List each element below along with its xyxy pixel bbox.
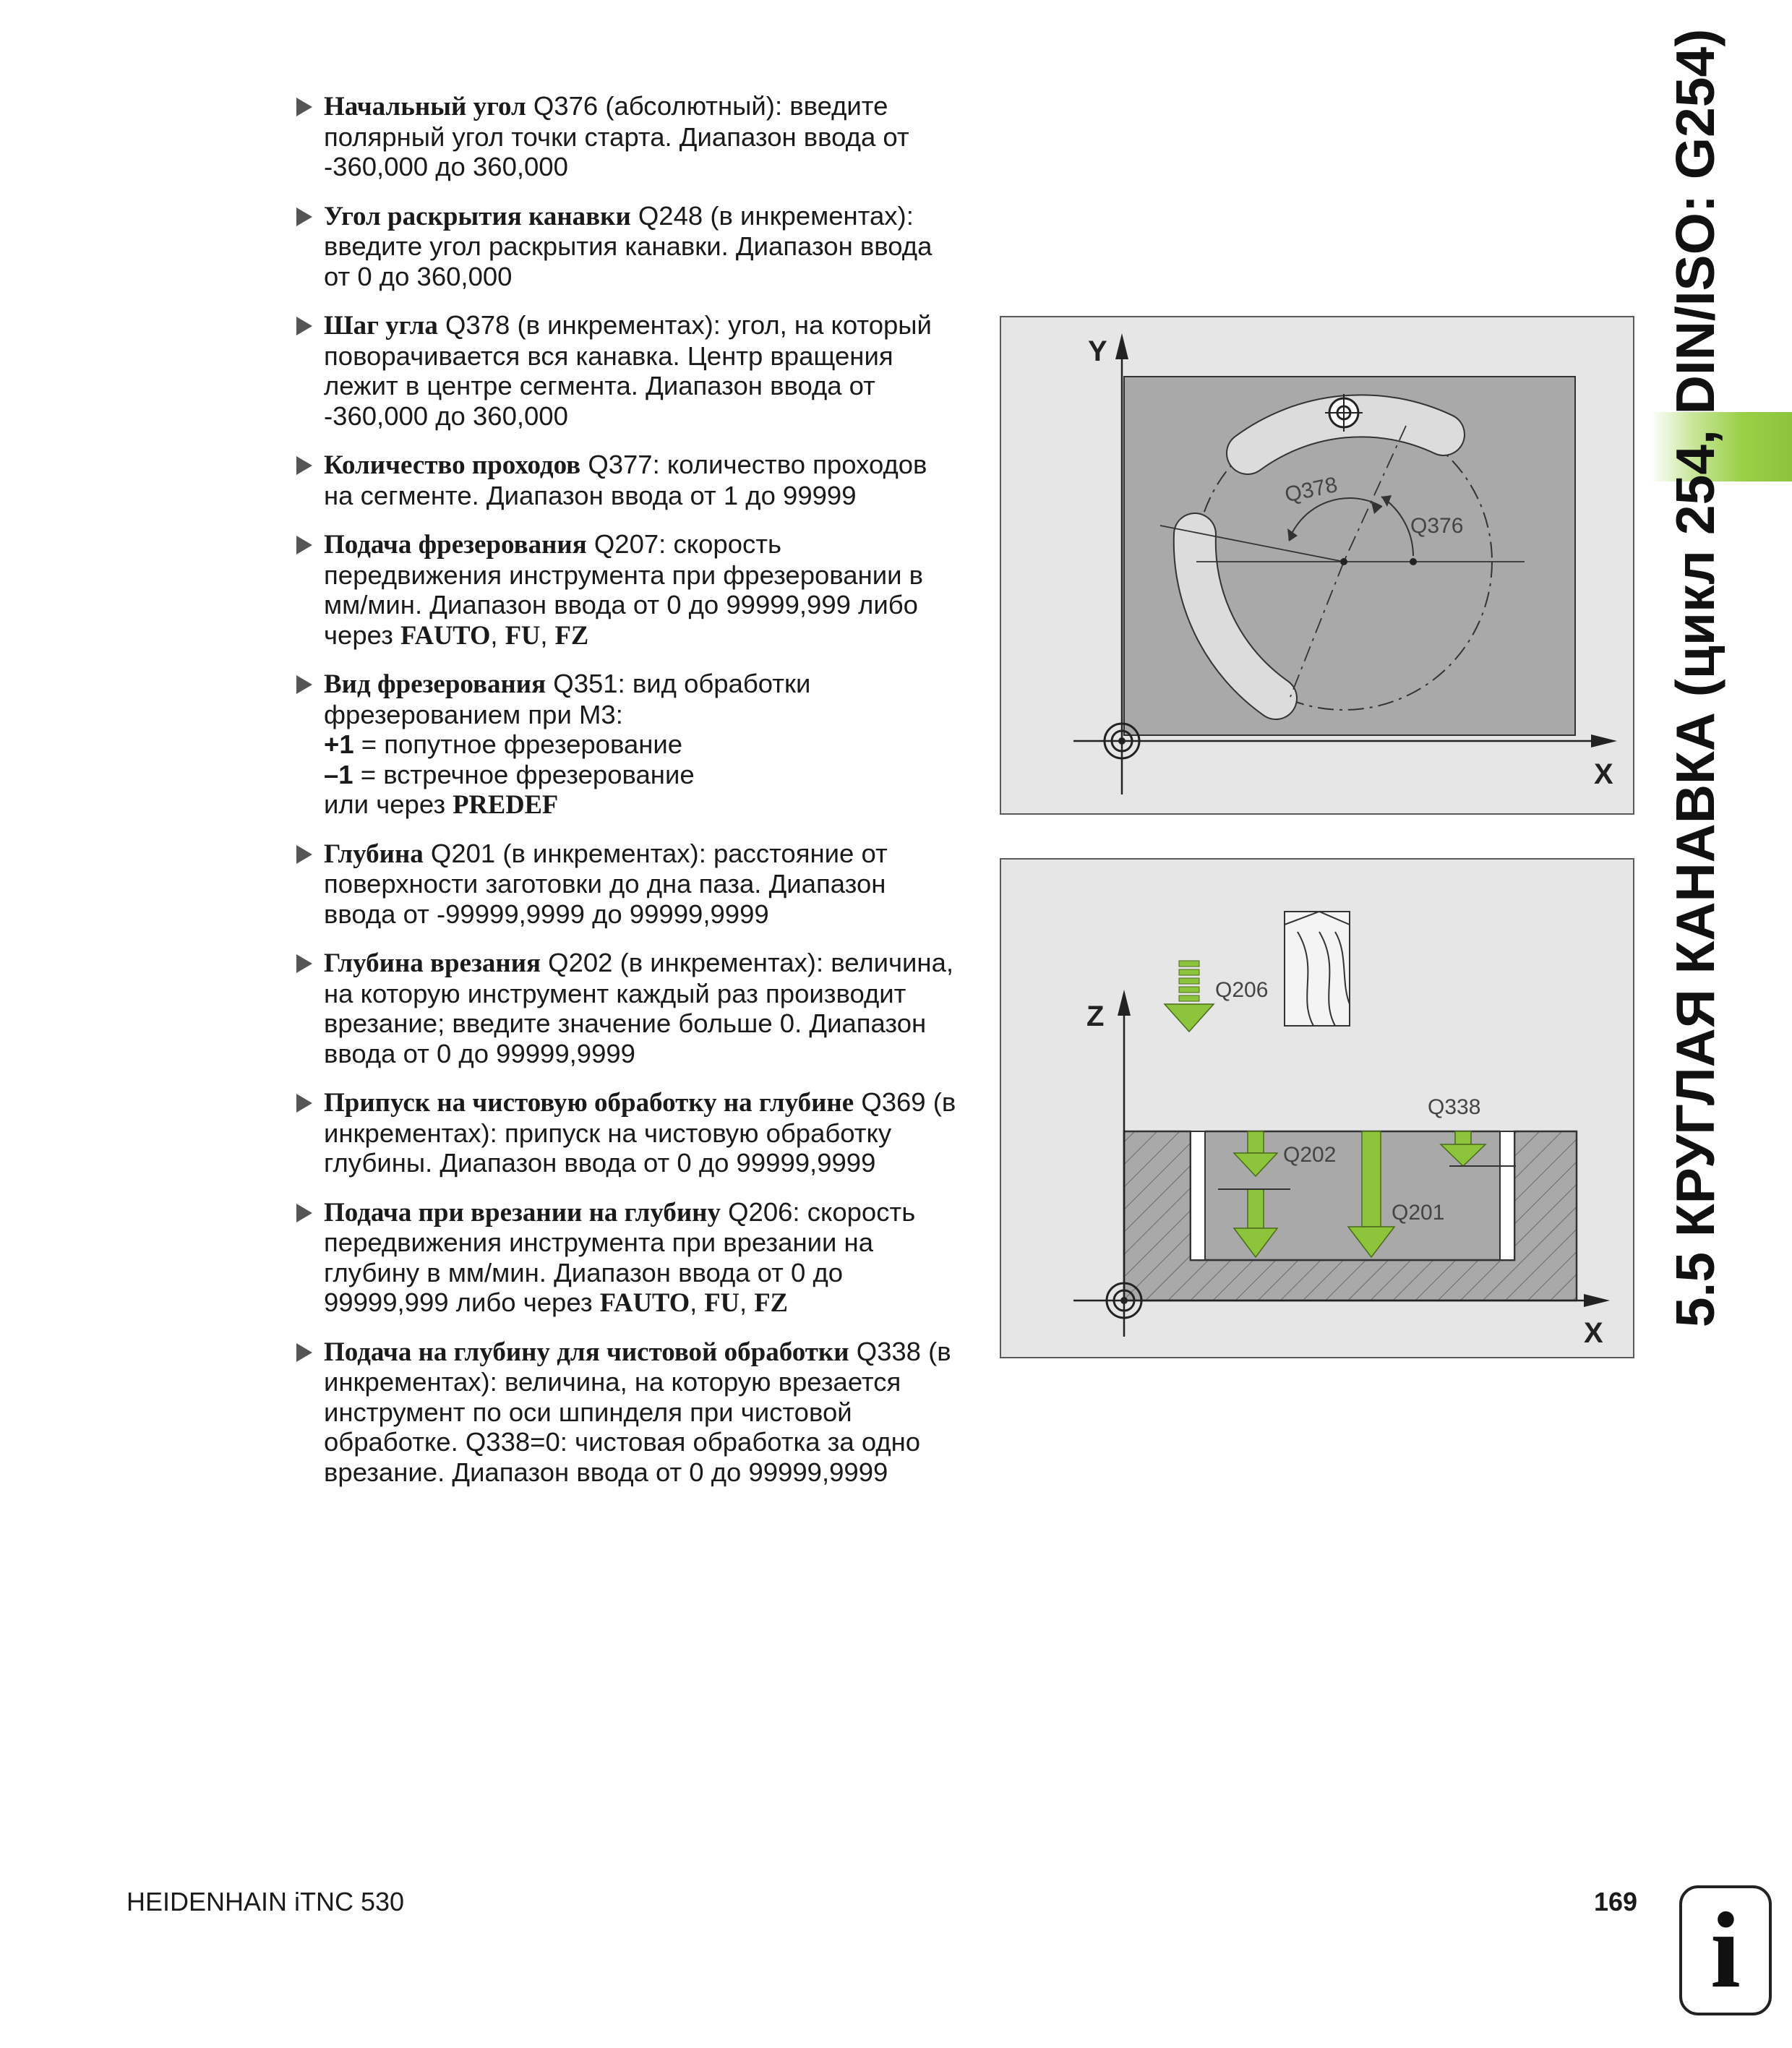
wall-allowance-right (1500, 1131, 1514, 1260)
param-name: Подача на глубину для чистовой обработки (324, 1337, 849, 1367)
param-name: Припуск на чистовую обработку на глубине (324, 1088, 854, 1118)
z-axis-arrow (1118, 990, 1131, 1016)
param-desc: Q207: скорость передвижения инструмента при фрезеровании в мм/мин. Диапазон ввода от 0 до 99999,999 либо через (324, 529, 924, 650)
param-q338 (296, 1337, 961, 1488)
axis-label-z: Z (1086, 1001, 1105, 1032)
param-q378 (296, 310, 961, 431)
param-desc: Q202 (в инкрементах): величина, на которую инструмент каждый раз производит врезание; введите значение больше 0. Диапазон ввода от 0 до 99999,9999 (324, 948, 954, 1068)
param-q206 (296, 1197, 961, 1318)
param-name: Вид фрезерования (324, 669, 546, 699)
axis-label-y: Y (1088, 335, 1107, 367)
label-q202: Q202 (1283, 1143, 1337, 1167)
axis-label-x: X (1594, 758, 1613, 790)
option-text: = встречное фрезерование (353, 759, 695, 789)
param-name: Шаг угла (324, 311, 438, 340)
separator: , (739, 1288, 755, 1317)
param-name: Глубина врезания (324, 948, 541, 978)
param-desc: Q351: вид обработки фрезерованием при M3: (324, 669, 811, 729)
keyword-fauto: FAUTO (400, 620, 491, 650)
figure-top-view (1000, 316, 1634, 815)
footer-product: HEIDENHAIN iTNC 530 (127, 1887, 405, 1916)
side-view-diagram (1001, 860, 1633, 1357)
y-axis-arrow (1115, 333, 1128, 359)
param-desc: Q378 (в инкрементах): угол, на который поворачивается вся канавка. Центр вращения лежит в центре сегмента. Диапазон ввода от -360,000 до 360,000 (324, 310, 932, 431)
param-q202 (296, 948, 961, 1068)
bullet-triangle-icon (296, 207, 312, 226)
keyword-fauto: FAUTO (599, 1288, 690, 1317)
param-desc: Q201 (в инкрементах): расстояние от поверхности заготовки до дна паза. Диапазон ввода от -99999,9999 до 99999,9999 (324, 838, 888, 929)
bullet-triangle-icon (296, 317, 312, 335)
label-q201: Q201 (1392, 1201, 1445, 1225)
bullet-triangle-icon (296, 1343, 312, 1362)
keyword-predef: PREDEF (453, 789, 559, 819)
via-text: или через (324, 789, 453, 819)
param-name: Угол раскрытия канавки (324, 201, 631, 231)
param-name: Подача при врезании на глубину (324, 1197, 721, 1227)
x-axis-arrow (1584, 1294, 1610, 1307)
param-name: Подача фрезерования (324, 530, 587, 560)
figure-side-view (1000, 858, 1634, 1358)
param-desc: Q338 (в инкрементах): величина, на которую врезается инструмент по оси шпинделя при чистовой обработке. Q338=0: чистовая обработка за одно врезание. Диапазон ввода от 0 до 99999,9999 (324, 1336, 951, 1487)
bullet-triangle-icon (296, 456, 312, 475)
param-q376 (296, 91, 961, 182)
param-desc: Q377: количество проходов на сегменте. Диапазон ввода от 1 до 99999 (324, 450, 927, 510)
keyword-fz: FZ (554, 620, 589, 650)
bullet-triangle-icon (296, 536, 312, 554)
bullet-triangle-icon (296, 845, 312, 864)
axis-label-x: X (1584, 1317, 1603, 1349)
label-q378: Q378 (1282, 472, 1340, 507)
bullet-triangle-icon (296, 1094, 312, 1113)
keyword-fu: FU (505, 620, 541, 650)
feed-arrow-icon (1165, 961, 1214, 1032)
info-icon (1679, 1885, 1772, 2015)
separator: , (690, 1288, 705, 1317)
param-desc: Q376 (абсолютный): введите полярный угол точки старта. Диапазон ввода от -360,000 до 360,000 (324, 91, 909, 181)
param-name: Начальный угол (324, 92, 526, 121)
keyword-fu: FU (704, 1288, 740, 1317)
option-key: +1 (324, 729, 354, 759)
center-point (1340, 558, 1347, 565)
chapter-side-title (1663, 28, 1728, 1328)
param-q201 (296, 839, 961, 930)
label-q206: Q206 (1215, 978, 1269, 1002)
separator: , (490, 620, 505, 650)
param-q351 (296, 669, 961, 820)
param-q248 (296, 201, 961, 292)
option-key: –1 (324, 759, 353, 789)
param-name: Количество проходов (324, 450, 581, 480)
x-axis-arrow (1591, 734, 1617, 747)
label-q338: Q338 (1428, 1095, 1481, 1119)
info-glyph: i (1710, 1890, 1741, 2010)
bullet-triangle-icon (296, 1204, 312, 1222)
keyword-fz: FZ (754, 1288, 788, 1317)
end-mill-icon (1285, 912, 1350, 1026)
parameter-list (296, 91, 961, 1506)
param-q207 (296, 529, 961, 650)
start-point (1410, 558, 1417, 565)
bullet-triangle-icon (296, 98, 312, 116)
param-desc: Q206: скорость передвижения инструмента при врезании на глубину в мм/мин. Диапазон ввода от 0 до 99999,999 либо через (324, 1196, 916, 1317)
param-desc: Q369 (в инкрементах): припуск на чистовую обработку глубины. Диапазон ввода от 0 до 99999,9999 (324, 1087, 956, 1178)
bullet-triangle-icon (296, 675, 312, 694)
label-q376: Q376 (1410, 514, 1464, 538)
param-name: Глубина (324, 839, 424, 869)
param-q377 (296, 450, 961, 510)
option-text: = попутное фрезерование (353, 729, 683, 759)
bullet-triangle-icon (296, 954, 312, 973)
param-desc: Q248 (в инкрементах): введите угол раскрытия канавки. Диапазон ввода от 0 до 360,000 (324, 200, 933, 291)
side-title-text: 5.5 КРУГЛАЯ КАНАВКА (цикл 254, DIN/ISO: G254) (1665, 28, 1725, 1328)
top-view-diagram (1001, 317, 1633, 813)
separator: , (540, 620, 555, 650)
param-q369 (296, 1087, 961, 1178)
wall-allowance-left (1191, 1131, 1205, 1260)
page-number: 169 (1594, 1887, 1638, 1916)
